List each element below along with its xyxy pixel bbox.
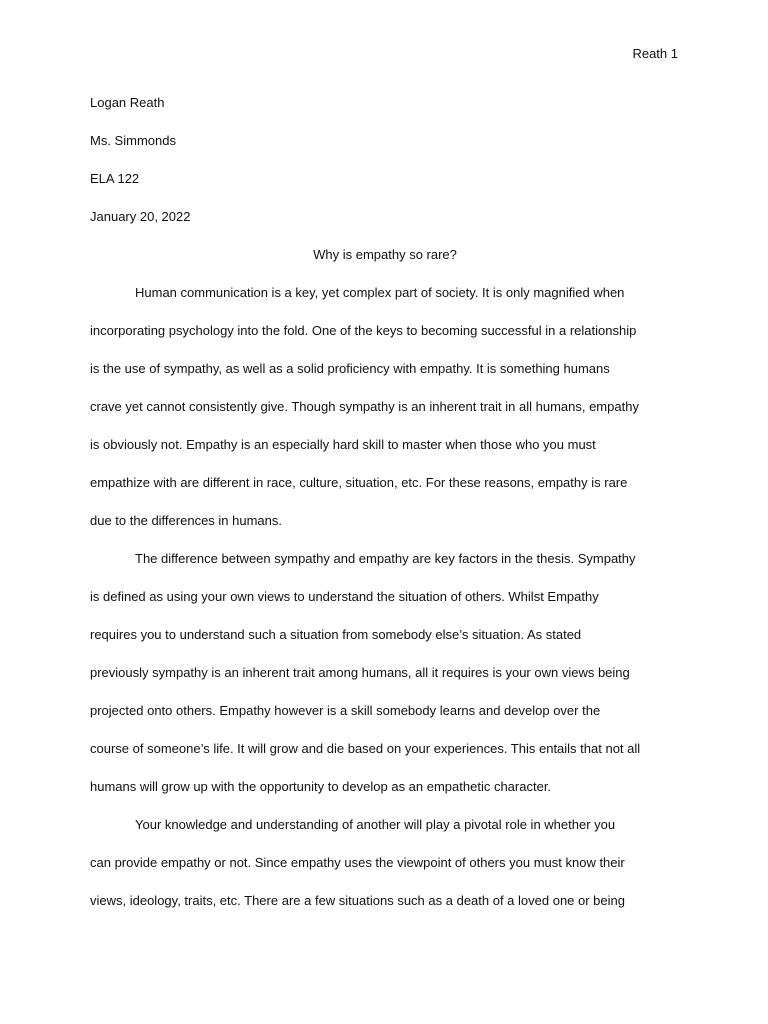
body-line: previously sympathy is an inherent trait among humans, all it requires is your own views being xyxy=(90,665,630,680)
body-line: Human communication is a key, yet complex part of society. It is only magnified when xyxy=(135,285,625,300)
body-line: course of someone’s life. It will grow and die based on your experiences. This entails that not all xyxy=(90,741,641,756)
body-line: is obviously not. Empathy is an especially hard skill to master when those who you must xyxy=(90,437,596,452)
body-line: The difference between sympathy and empathy are key factors in the thesis. Sympathy xyxy=(135,551,636,566)
body-line: projected onto others. Empathy however is a skill somebody learns and develop over the xyxy=(90,703,601,718)
essay-body xyxy=(90,285,680,931)
body-line: is the use of sympathy, as well as a solid proficiency with empathy. It is something humans xyxy=(90,361,610,376)
body-line: views, ideology, traits, etc. There are a few situations such as a death of a loved one or being xyxy=(90,893,625,908)
instructor-name: Ms. Simmonds xyxy=(90,133,176,148)
essay-date: January 20, 2022 xyxy=(90,209,191,224)
running-head: Reath 1 xyxy=(632,46,678,61)
body-line: Your knowledge and understanding of another will play a pivotal role in whether you xyxy=(135,817,616,832)
body-line: due to the differences in humans. xyxy=(90,513,282,528)
essay-title: Why is empathy so rare? xyxy=(313,247,457,262)
body-line: empathize with are different in race, culture, situation, etc. For these reasons, empathy is rare xyxy=(90,475,628,490)
body-line: requires you to understand such a situation from somebody else’s situation. As stated xyxy=(90,627,582,642)
body-line: is defined as using your own views to understand the situation of others. Whilst Empathy xyxy=(90,589,599,604)
mla-heading xyxy=(90,95,680,247)
student-name: Logan Reath xyxy=(90,95,165,110)
body-line: can provide empathy or not. Since empathy uses the viewpoint of others you must know their xyxy=(90,855,625,870)
body-line: crave yet cannot consistently give. Though sympathy is an inherent trait in all humans, empathy xyxy=(90,399,639,414)
body-line: incorporating psychology into the fold. One of the keys to becoming successful in a relationship xyxy=(90,323,637,338)
course-name: ELA 122 xyxy=(90,171,140,186)
body-line: humans will grow up with the opportunity to develop as an empathetic character. xyxy=(90,779,552,794)
